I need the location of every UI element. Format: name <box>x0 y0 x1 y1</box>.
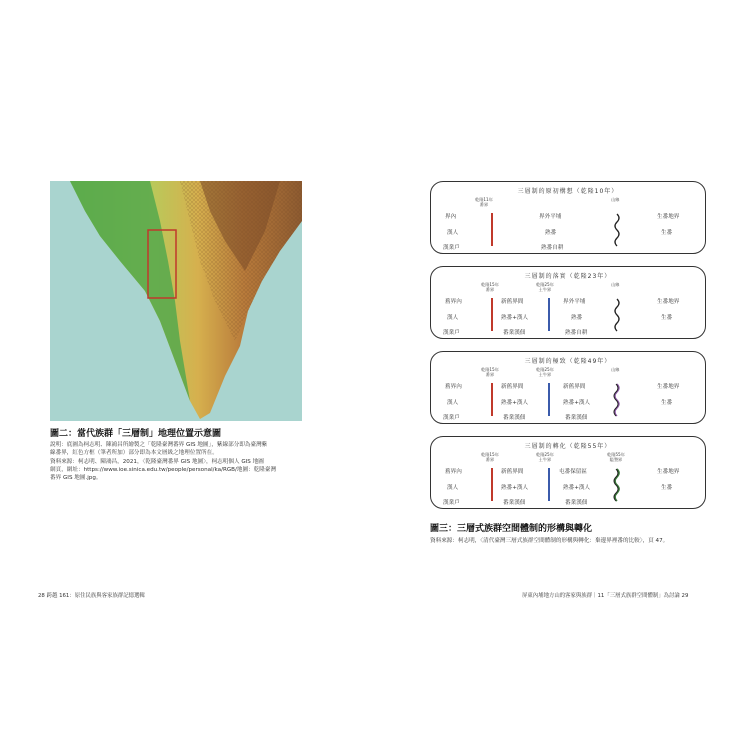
row-cell: 漢業戶 <box>443 330 460 336</box>
row-cell: 漢人 <box>447 485 459 491</box>
header-cell: 新舊界間 <box>501 299 524 305</box>
row-cell: 番業漢佃 <box>503 415 526 421</box>
header-cell: 生番地界 <box>657 384 680 390</box>
boundary-label: 乾隆25年 土牛界 <box>536 452 554 462</box>
panel-title: 三層制的極致（乾隆49年） <box>524 358 612 365</box>
header-cell: 新舊界間 <box>501 384 524 390</box>
row-cell: 番業漢佃 <box>565 415 588 421</box>
header-cell: 舊界內 <box>445 469 462 475</box>
row-cell: 生番 <box>661 485 673 491</box>
panel-qianlong-10 <box>430 181 706 254</box>
boundary-label: 山線 <box>611 197 620 202</box>
row-cell: 漢人 <box>447 315 459 321</box>
row-cell: 熟番+漢人 <box>501 400 529 406</box>
boundary-label: 乾隆11年 番界 <box>475 197 493 207</box>
row-cell: 熟番自耕 <box>565 330 588 336</box>
red-boundary-line <box>491 213 493 246</box>
panel-title: 三層制的轉化（乾隆55年） <box>524 443 612 450</box>
right-footer: 屏東內埔地方山的客家與族群｜11「三層式族群空間體制」為討論 29 <box>522 593 689 599</box>
panel-qianlong-55 <box>430 436 706 509</box>
panel-qianlong-23 <box>430 266 706 339</box>
boundary-label: 山線 <box>611 367 620 372</box>
boundary-label: 乾隆15年 番界 <box>481 282 499 292</box>
row-cell: 漢業戶 <box>443 500 460 506</box>
row-cell: 熟番+漢人 <box>563 485 591 491</box>
boundary-label: 乾隆15年 番界 <box>481 452 499 462</box>
left-footer: 28 跨越 161：原住民族與客家族群記憶選輯 <box>38 593 145 599</box>
row-cell: 番業漢佃 <box>565 500 588 506</box>
row-cell: 番業漢佃 <box>503 330 526 336</box>
red-boundary-line <box>491 468 493 501</box>
header-cell: 生番地界 <box>657 299 680 305</box>
figure-2-notes <box>50 441 310 482</box>
caption-line: 線番界，紅色方框（筆者所加）部分即為本文層級之地理位置所在。 <box>50 450 218 457</box>
red-boundary-line <box>491 298 493 331</box>
boundary-label: 乾隆25年 土牛界 <box>536 367 554 377</box>
row-cell: 漢人 <box>447 230 459 236</box>
blue-boundary-line <box>548 468 550 501</box>
row-cell: 漢人 <box>447 400 459 406</box>
header-cell: 界內 <box>445 214 457 220</box>
mountain-line-icon <box>613 214 621 248</box>
header-cell: 生番地界 <box>657 469 680 475</box>
row-cell: 熟番自耕 <box>541 245 564 251</box>
row-cell: 熟番+漢人 <box>563 400 591 406</box>
row-cell: 熟番 <box>545 230 557 236</box>
header-cell: 界外平埔 <box>539 214 562 220</box>
header-cell: 屯番保留區 <box>559 469 587 475</box>
row-cell: 漢業戶 <box>443 415 460 421</box>
figure-2-caption: 圖二：當代族群「三層制」地理位置示意圖 <box>50 429 222 439</box>
header-cell: 新舊界間 <box>563 384 586 390</box>
figure-3-source: 資料來源：柯志明，〈清代臺灣三層式族群空間體制的形構與轉化：棄邊界裡番的比較〉，頁 47。 <box>430 538 669 544</box>
panel-title: 三層制的落實（乾隆23年） <box>524 273 612 280</box>
header-cell: 新舊界間 <box>501 469 524 475</box>
blue-boundary-line <box>548 383 550 416</box>
header-cell: 界外平埔 <box>563 299 586 305</box>
row-cell: 熟番+漢人 <box>501 315 529 321</box>
figure-3-caption: 圖三：三層式族群空間體制的形構與轉化 <box>430 524 593 534</box>
boundary-label: 乾隆25年 土牛界 <box>536 282 554 292</box>
caption-line: 網頁，網址：https://www.ioe.sinica.edu.tw/people/personal/ka/RGB/地圖：乾隆臺灣 <box>50 466 277 473</box>
mountain-line-icon <box>613 469 621 503</box>
mountain-line-icon <box>613 384 621 418</box>
row-cell: 熟番 <box>571 315 583 321</box>
row-cell: 生番 <box>661 400 673 406</box>
row-cell: 生番 <box>661 230 673 236</box>
red-boundary-line <box>491 383 493 416</box>
panel-title: 三層制的原初構想（乾隆10年） <box>517 188 619 195</box>
blue-boundary-line <box>548 298 550 331</box>
panel-qianlong-49 <box>430 351 706 424</box>
row-cell: 熟番+漢人 <box>501 485 529 491</box>
caption-line: 番界 GIS 地圖.jpg。 <box>50 475 102 482</box>
boundary-label: 山線 <box>611 282 620 287</box>
mountain-line-icon <box>613 299 621 333</box>
row-cell: 番業漢佃 <box>503 500 526 506</box>
header-cell: 生番地界 <box>657 214 680 220</box>
caption-line: 說明：底圖為柯志明、陳鴻昌所繪製之「乾隆臺灣番界 GIS 地圖」，紫線部分即為臺灣紫 <box>50 442 268 448</box>
caption-line: 資料來源：柯志明、陳鴻昌，2021，〈乾隆臺灣番界 GIS 地圖〉，柯志明個人 GIS 地圖 <box>50 458 264 465</box>
row-cell: 漢業戶 <box>443 245 460 251</box>
header-cell: 舊界內 <box>445 299 462 305</box>
taiwan-terrain-map <box>50 181 302 421</box>
header-cell: 舊界內 <box>445 384 462 390</box>
row-cell: 生番 <box>661 315 673 321</box>
boundary-label: 乾隆55年 隘墾界 <box>607 452 625 462</box>
boundary-label: 乾隆15年 番界 <box>481 367 499 377</box>
